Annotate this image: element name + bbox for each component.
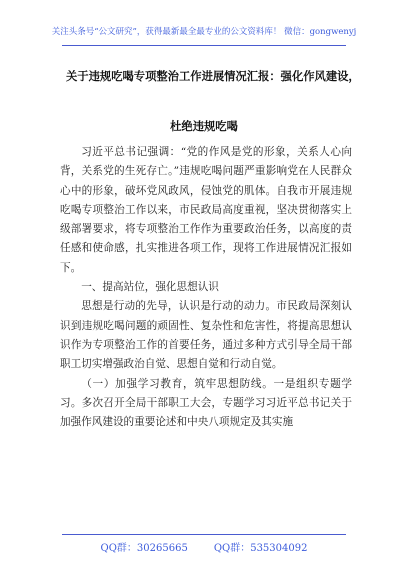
section-heading: 一、提高站位，强化思想认识	[81, 281, 219, 294]
header-banner: 关注头条号“公文研究”，获得最新最全最专业的公文资料库！ 微信：gongwenyj	[51, 27, 357, 37]
body-paragraph: （一）加强学习教育，筑牢思想防线。一是组织专题学习。多次召开全局干部职工大会，专题学习习近平总书记关于加强作风建设的重要论述和中央八项规定及其实施	[60, 377, 352, 429]
header-divider	[62, 45, 346, 46]
document-body	[60, 143, 352, 432]
body-paragraph: 习近平总书记强调：“党的作风是党的形象，关系人心向背，关系党的生死存亡。”违规吃喝问题严重影响党在人民群众心中的形象，破坏党风政风，侵蚀党的肌体。自我市开展违规吃喝专项整治工作以来，市民政局高度重视，坚决贯彻落实上级部署要求，将专项整治工作作为重要政治任务，以高度的责任感和使命感，扎实推进各项工作，现将工作进展情况汇报如下。	[60, 146, 352, 274]
document-title: 关于违规吃喝专项整治工作进展情况汇报：强化作风建设，	[66, 69, 360, 83]
body-paragraph: 思想是行动的先导，认识是行动的动力。市民政局深刻认识到违规吃喝问题的顽固性、复杂性和危害性，将提高思想认识作为专项整治工作的首要任务，通过多种方式引导全局干部职工切实增强政治自觉、思想自觉和行动自觉。	[60, 300, 352, 371]
footer-divider	[62, 534, 346, 535]
footer	[0, 539, 408, 554]
document-subtitle: 杜绝违规吃喝	[170, 119, 238, 133]
footer-qq-group-2: QQ群：535304092	[213, 543, 308, 554]
footer-qq-group-1: QQ群：30265665	[100, 543, 188, 554]
